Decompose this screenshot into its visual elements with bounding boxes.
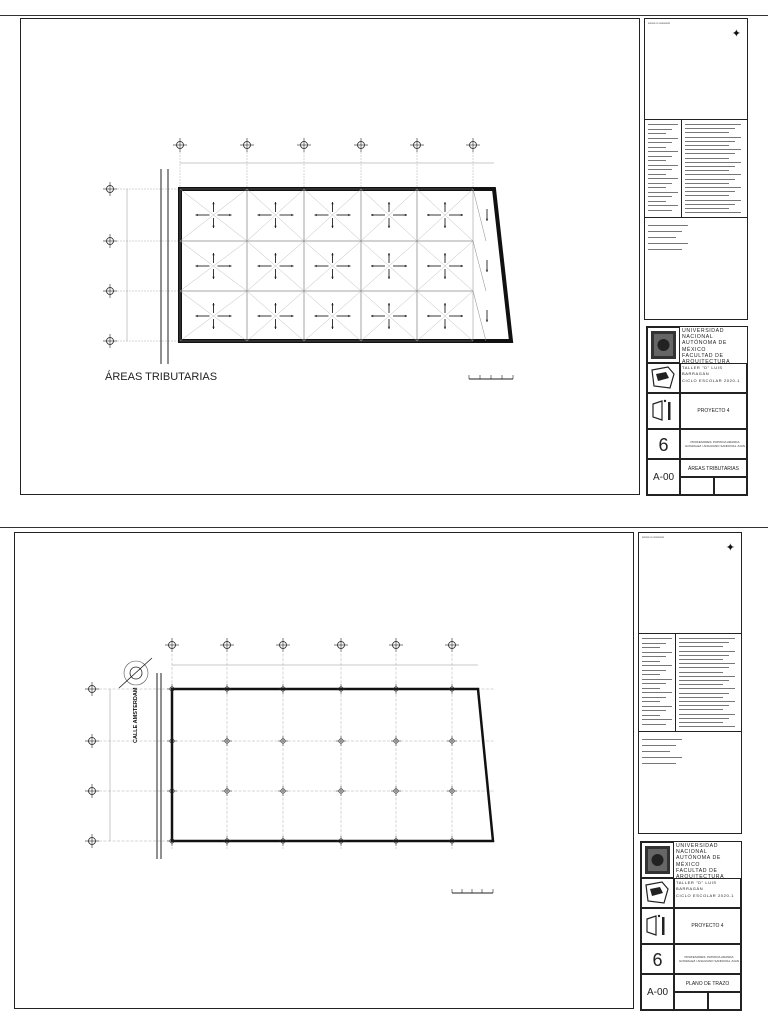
note-line (685, 174, 741, 175)
key-plan-note (680, 363, 747, 393)
load-arrowhead (405, 214, 407, 216)
load-arrowhead (315, 214, 317, 216)
load-arrowhead (388, 253, 390, 255)
team-cell (674, 944, 741, 974)
date-cell (708, 992, 741, 1010)
university-name: UNIVERSIDAD NACIONAL AUTÓNOMA DE MÉXICO FACULTAD DE ARQUITECTURA TALLER "D" LUIS BARRAGÁN CICLO ESCOLAR 2020-1 (676, 843, 735, 898)
team: PROFESORES: PATRICIA ARANDA GONZALEZ / ANGUIANO SANDOVAL JUAN (679, 955, 740, 963)
location-label: ▪▪▪▪▪▪▪ ▪▪ ▪▪▪▪▪▪▪▪▪▪ (642, 535, 664, 539)
note-line (679, 709, 723, 710)
load-arrowhead (444, 253, 446, 255)
note-line (679, 667, 729, 668)
load-arrowhead (388, 303, 390, 305)
legend-entry (642, 701, 660, 702)
legend-entry (642, 647, 660, 648)
note-line (685, 137, 741, 138)
legend-entry (642, 724, 666, 725)
legend-entry (642, 683, 666, 684)
legend-entry (648, 160, 666, 161)
legend-entry (648, 142, 672, 143)
surface-entry (642, 739, 682, 740)
load-arrowhead (212, 277, 214, 279)
load-arrowhead (388, 277, 390, 279)
legend-entry (642, 638, 672, 639)
load-arrowhead (388, 226, 390, 228)
load-arrowhead (291, 265, 293, 267)
load-arrowhead (274, 303, 276, 305)
load-arrowhead (229, 315, 231, 317)
plan-name-cell (674, 974, 741, 992)
legend-entry (648, 178, 678, 179)
legend-entry (648, 129, 672, 130)
legend-entry (648, 205, 678, 206)
note-line (685, 187, 741, 188)
surface-entry (642, 751, 670, 752)
legend-entry (642, 652, 672, 653)
load-arrowhead (444, 202, 446, 204)
team-cell (680, 429, 747, 459)
subject: PROYECTO 4 (691, 923, 724, 929)
title-block-notes (638, 532, 742, 834)
note-line (679, 705, 729, 706)
legend-entry (642, 688, 660, 689)
note-line (679, 680, 729, 681)
load-arrowhead (461, 214, 463, 216)
taller-logo-icon (641, 908, 674, 944)
note-line (685, 145, 729, 146)
university-name: UNIVERSIDAD NACIONAL AUTÓNOMA DE MÉXICO FACULTAD DE ARQUITECTURA TALLER "D" LUIS BARRAGÁN CICLO ESCOLAR 2020-1 (682, 328, 741, 383)
load-arrowhead (461, 315, 463, 317)
load-arrowhead (274, 327, 276, 329)
legend-entry (648, 201, 666, 202)
load-arrowhead (331, 202, 333, 204)
legend-entry (648, 187, 666, 188)
note-line (685, 183, 729, 184)
load-arrowhead (258, 315, 260, 317)
load-arrowhead (348, 214, 350, 216)
load-arrowhead (371, 265, 373, 267)
load-arrowhead (427, 315, 429, 317)
load-arrowhead (274, 277, 276, 279)
slab-outline (172, 689, 493, 841)
legend-entry (642, 670, 666, 671)
note-line (685, 166, 735, 167)
unam-logo (647, 327, 680, 363)
legend-entry (648, 196, 672, 197)
load-arrowhead (486, 270, 488, 272)
legend-entry (648, 169, 672, 170)
subject-cell (680, 393, 747, 429)
subject-cell (674, 908, 741, 944)
load-arrowhead (196, 265, 198, 267)
note-line (679, 655, 729, 656)
sheet-separator-top (0, 15, 768, 16)
legend-entry (648, 151, 678, 152)
semester-cell (647, 429, 680, 459)
note-line (679, 642, 729, 643)
legend-entry (642, 706, 672, 707)
note-line (685, 195, 729, 196)
load-arrowhead (196, 315, 198, 317)
legend-entry (648, 183, 672, 184)
load-arrowhead (444, 303, 446, 305)
surface-entry (648, 243, 688, 244)
note-line (685, 179, 735, 180)
key-plan-icon (647, 363, 680, 393)
surface-entry (648, 231, 682, 232)
scale-cell (680, 477, 714, 495)
legend-entry (648, 156, 672, 157)
legend-entry (648, 147, 666, 148)
load-arrowhead (274, 202, 276, 204)
note-line (679, 672, 723, 673)
note-line (679, 722, 723, 723)
load-arrowhead (427, 265, 429, 267)
load-arrowhead (388, 202, 390, 204)
sheet-code: A-00 (647, 987, 669, 998)
note-line (679, 714, 735, 715)
load-arrowhead (405, 265, 407, 267)
note-line (679, 659, 723, 660)
load-arrowhead (196, 214, 198, 216)
load-arrowhead (331, 226, 333, 228)
load-arrowhead (427, 214, 429, 216)
street-label: CALLE AMSTERDAM (133, 687, 139, 743)
legend-entry (648, 174, 666, 175)
note-line (679, 688, 735, 689)
legend-entry (648, 133, 666, 134)
drawing-frame (14, 532, 634, 1009)
surface-entry (648, 225, 688, 226)
note-line (679, 638, 735, 639)
load-arrowhead (486, 219, 488, 221)
load-arrowhead (405, 315, 407, 317)
note-line (679, 701, 735, 702)
legend-entry (642, 715, 660, 716)
load-arrowhead (212, 327, 214, 329)
surface-entry (642, 745, 676, 746)
note-line (679, 726, 735, 727)
load-arrowhead (444, 327, 446, 329)
legend-entry (642, 692, 672, 693)
north-arrow-icon: ✦ (725, 542, 735, 554)
drawing-title: ÁREAS TRIBUTARIAS (105, 371, 218, 383)
note-line (685, 149, 741, 150)
legend-entry (642, 665, 672, 666)
surface-entry (648, 237, 676, 238)
note-line (685, 128, 735, 129)
subject: PROYECTO 4 (697, 408, 730, 414)
note-line (685, 153, 735, 154)
load-arrowhead (348, 265, 350, 267)
note-line (679, 684, 723, 685)
note-line (685, 141, 735, 142)
note-line (685, 204, 735, 205)
note-line (679, 697, 723, 698)
legend-entry (642, 643, 666, 644)
legend-entry (642, 679, 672, 680)
sheet-code: A-00 (653, 472, 675, 483)
note-line (679, 651, 735, 652)
note-line (685, 158, 729, 159)
semester-cell (641, 944, 674, 974)
legend-entry (648, 192, 678, 193)
note-line (679, 676, 735, 677)
tributary-edge (473, 189, 486, 241)
semester: 6 (652, 950, 663, 970)
legend-entry (642, 674, 660, 675)
load-arrowhead (212, 226, 214, 228)
surface-entry (642, 757, 682, 758)
tributary-edge (473, 291, 486, 341)
load-arrowhead (274, 253, 276, 255)
key-plan-icon (641, 878, 674, 908)
team: PROFESORES: PATRICIA ARANDA GONZALEZ / ANGUIANO SANDOVAL JUAN (685, 440, 746, 448)
unam-logo (641, 842, 674, 878)
load-arrowhead (371, 214, 373, 216)
legend-entry (648, 124, 678, 125)
location-label: ▪▪▪▪▪▪▪ ▪▪ ▪▪▪▪▪▪▪▪▪▪ (648, 21, 670, 25)
title-block (646, 326, 748, 496)
load-arrowhead (371, 315, 373, 317)
legend-entry (642, 719, 672, 720)
sheet-code-cell (641, 974, 674, 1010)
layout-plan (15, 533, 633, 1008)
legend-entry (648, 165, 678, 166)
note-line (685, 124, 741, 125)
legend-entry (648, 210, 672, 211)
load-arrowhead (331, 277, 333, 279)
sheet-code-cell (647, 459, 680, 495)
load-arrowhead (348, 315, 350, 317)
north-arrow-icon: ✦ (731, 28, 741, 40)
load-arrowhead (274, 226, 276, 228)
note-line (685, 212, 741, 213)
plan-name-cell (680, 459, 747, 477)
load-arrowhead (331, 303, 333, 305)
load-arrowhead (388, 327, 390, 329)
note-line (685, 132, 729, 133)
date-cell (714, 477, 747, 495)
load-arrowhead (331, 327, 333, 329)
legend-entry (642, 661, 660, 662)
legend-entry (642, 697, 666, 698)
surface-entry (642, 763, 676, 764)
load-arrowhead (258, 214, 260, 216)
title-block (640, 841, 742, 1011)
semester: 6 (658, 435, 669, 455)
load-arrowhead (291, 214, 293, 216)
legend-entry (642, 656, 666, 657)
note-line (685, 162, 741, 163)
load-arrowhead (461, 265, 463, 267)
load-arrowhead (444, 277, 446, 279)
note-line (679, 693, 729, 694)
legend-entry (642, 710, 666, 711)
sheet-separator-middle (0, 527, 768, 528)
note-line (685, 170, 729, 171)
legend-entry (648, 138, 678, 139)
plan-name: ÁREAS TRIBUTARIAS (688, 466, 739, 472)
load-arrowhead (315, 265, 317, 267)
load-arrowhead (291, 315, 293, 317)
tributary-areas-plan (21, 19, 639, 494)
note-line (679, 663, 735, 664)
load-arrowhead (315, 315, 317, 317)
load-arrowhead (229, 214, 231, 216)
load-arrowhead (486, 320, 488, 322)
title-block-notes (644, 18, 748, 320)
load-arrowhead (331, 253, 333, 255)
load-arrowhead (444, 226, 446, 228)
load-arrowhead (229, 265, 231, 267)
load-arrowhead (212, 303, 214, 305)
note-line (679, 646, 723, 647)
tributary-edge (473, 241, 486, 291)
note-line (685, 191, 735, 192)
load-arrowhead (212, 202, 214, 204)
plan-name: PLANO DE TRAZO (685, 981, 730, 987)
drawing-frame (20, 18, 640, 495)
load-arrowhead (212, 253, 214, 255)
note-line (679, 718, 729, 719)
scale-cell (674, 992, 708, 1010)
surface-entry (648, 249, 682, 250)
load-arrowhead (258, 265, 260, 267)
note-line (685, 208, 729, 209)
key-plan-note (674, 878, 741, 908)
note-line (685, 200, 741, 201)
taller-logo-icon (647, 393, 680, 429)
